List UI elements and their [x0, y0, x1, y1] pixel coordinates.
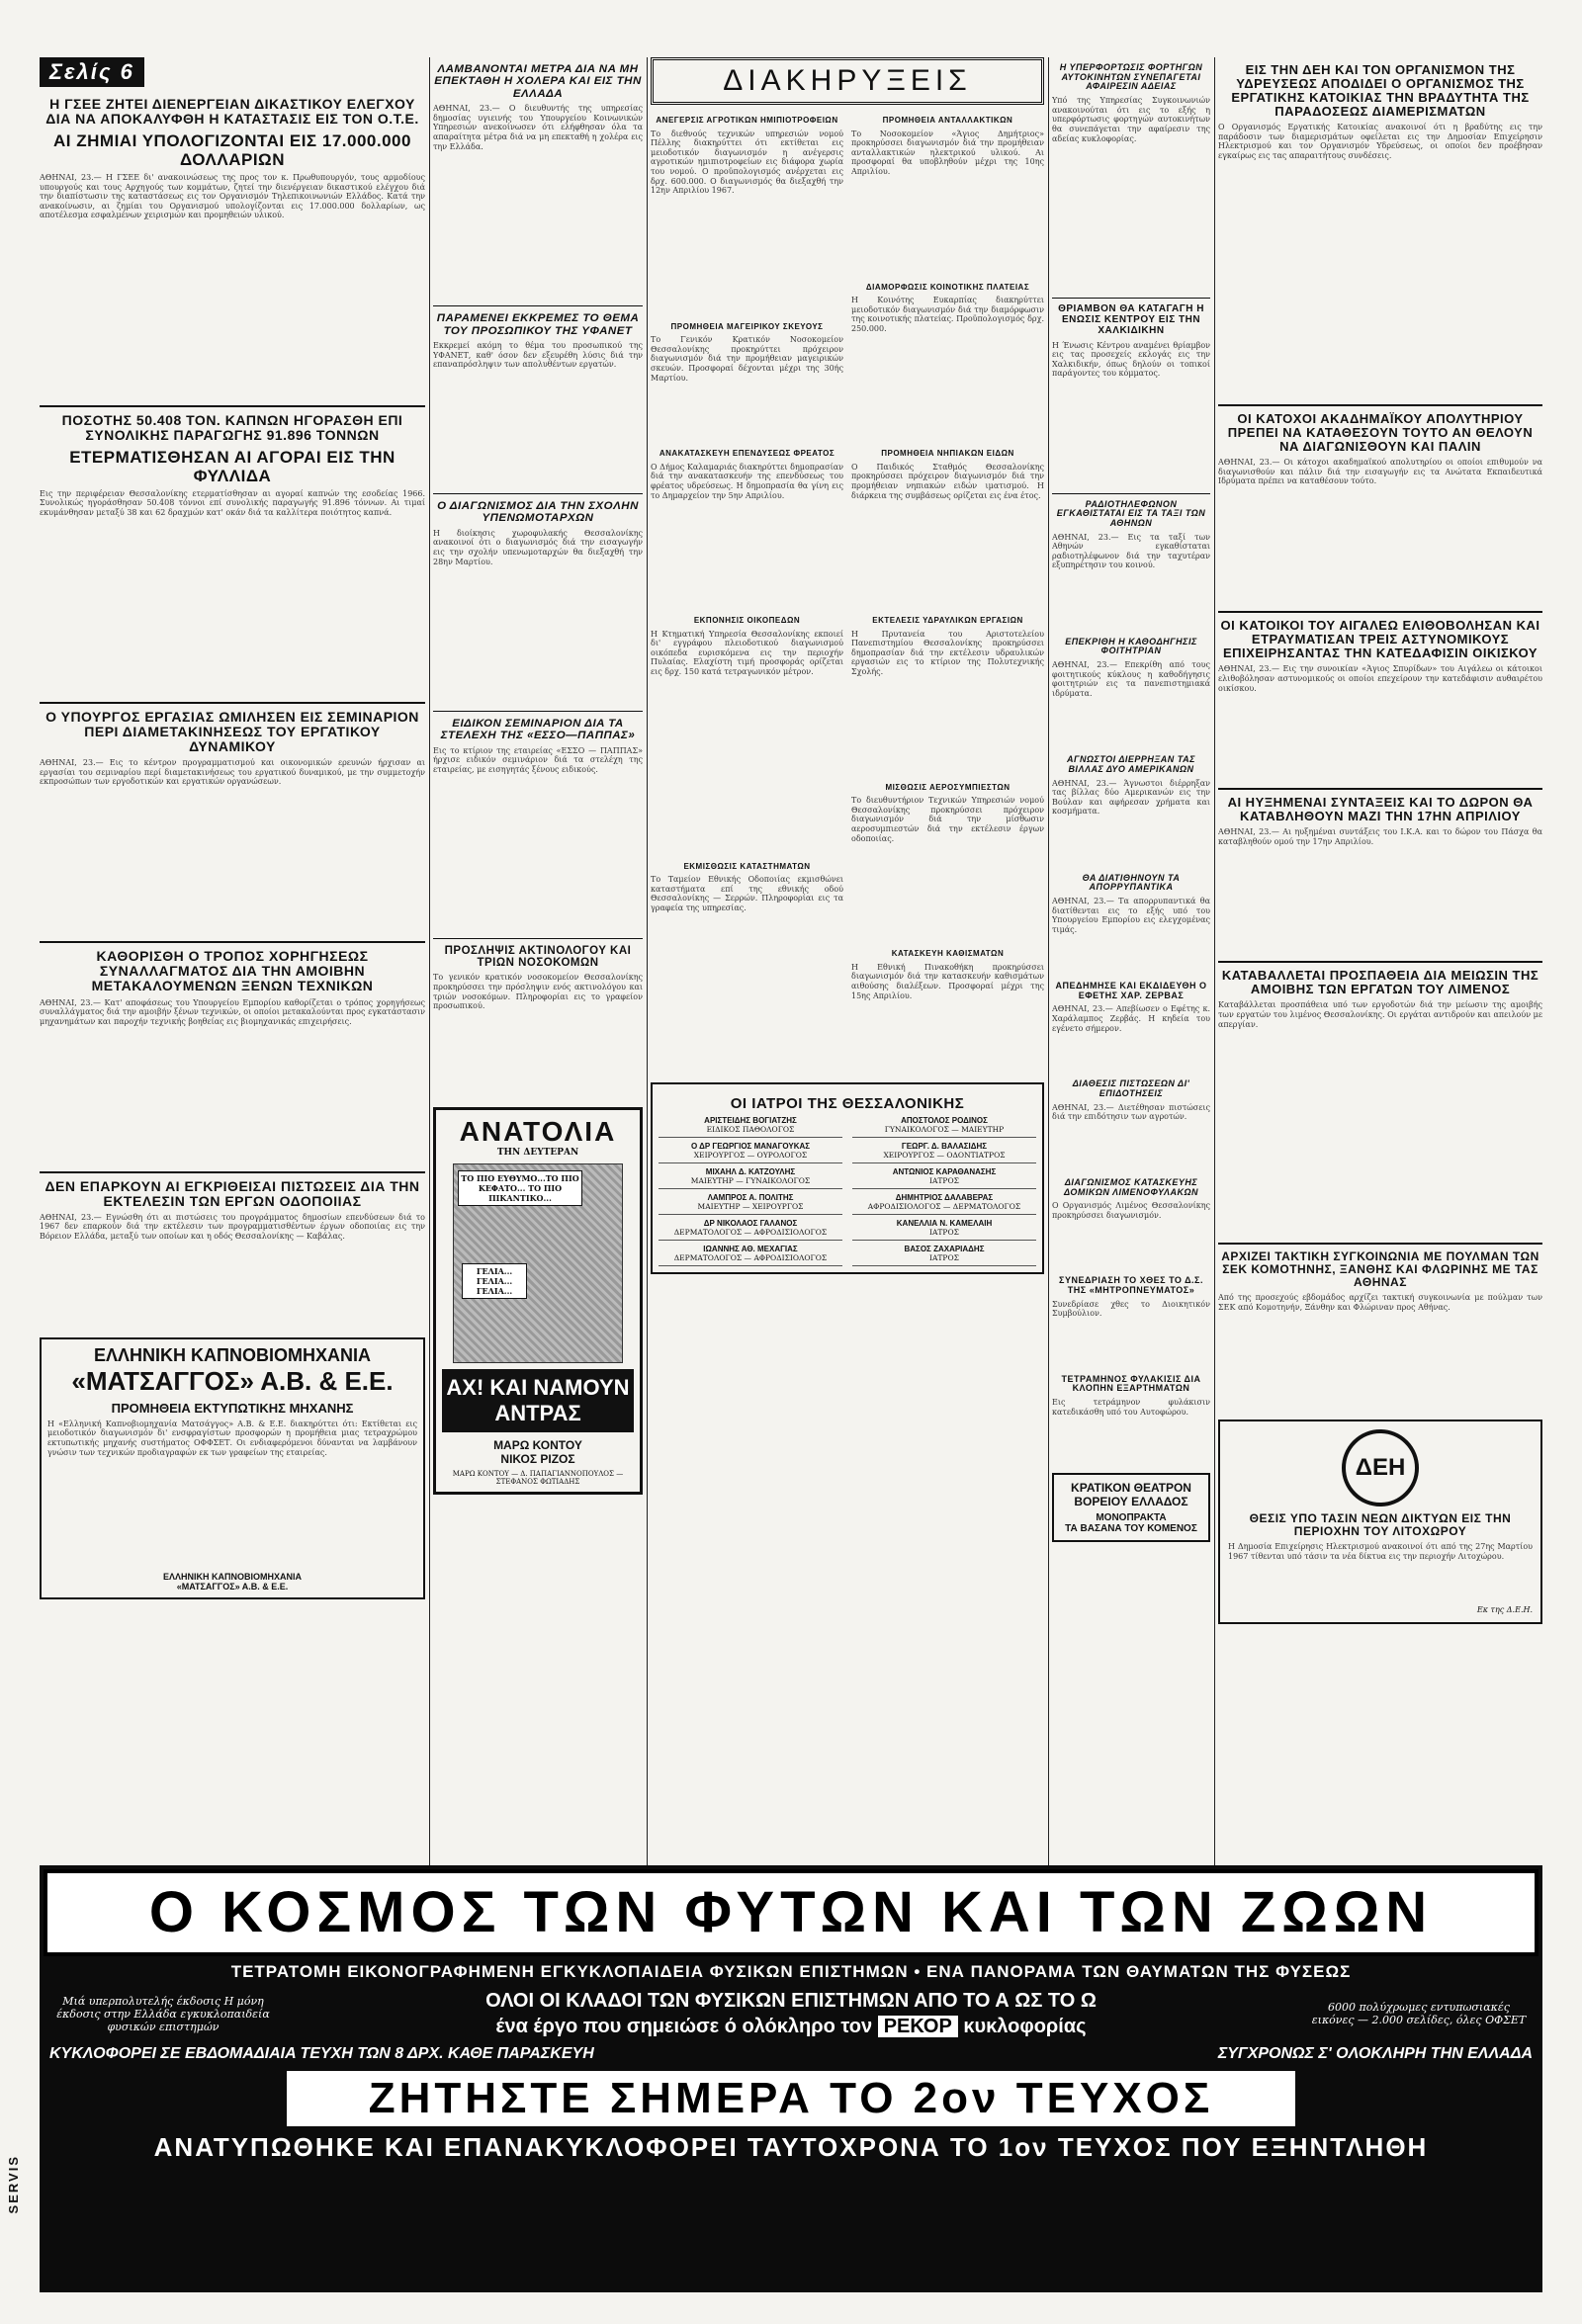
article-road-works: ΑΘΗΝΑΙ, 23.— Εγνώσθη ότι αι πιστώσεις του προγράμματος δημοσίων επενδύσεων διά το 1967 δεν επαρκούν διά την εκτέλεσιν των προγραμματισθέντων έργων οδοποιίας εις την Βόρειον Ελλάδα, μεταξύ των οποίων και η οδός Θεσσαλονίκης — Καβάλας.: [40, 1212, 425, 1241]
dei-text: Η Δημοσία Επιχείρησις Ηλεκτρισμού ανακοινοί ότι από της 27ης Μαρτίου 1967 τίθενται υπό τάσιν τα νέα δίκτυα εις την περιοχήν Λιτοχώρου.: [1228, 1542, 1533, 1561]
dei-signature: Εκ της Δ.Ε.Η.: [1476, 1605, 1533, 1615]
banner-middle-end: κυκλοφορίας: [963, 2016, 1087, 2037]
doctor-specialty: ΙΑΤΡΟΣ: [929, 1253, 959, 1263]
article-tobacco: Εις την περιφέρειαν Θεσσαλονίκης ετερματίσθησαν αι αγοραί καπνών της εσοδείας 1966. Συνολικώς ηγοράσθησαν 50.408 τόννοι επί συνολικής παραγωγής 91.896 τόννων. Αι τιμαί εκυμάνθησαν μεταξύ 38 και 62 δραχμών κατ' οκάν διά τα καλλίτερα ποιότητος καπνά.: [40, 488, 425, 518]
doctor-entry: [659, 1219, 842, 1241]
tender-h6: ΠΡΟΜΗΘΕΙΑ ΑΝΤΑΛΛΑΚΤΙΚΩΝ: [882, 116, 1013, 125]
doctor-name: Ο ΔΡ ΓΕΩΡΓΙΟΣ ΜΑΝΑΓΟΥΚΑΣ: [690, 1142, 811, 1152]
article-gsee: ΑΘΗΝΑΙ, 23.— Η ΓΣΕΕ δι' ανακοινώσεως της προς τον κ. Πρωθυπουργόν, τους αρμοδίους υπουργούς και τους Αρχηγούς των κομμάτων, ζητεί την διενέργειαν δικαστικού ελέγχου διά την διαπίστωσιν της καταστάσεως εις τον Οργανισμόν Τηλεπικοινωνιών Ελλάδος. Κατά την ανακοίνωσιν, αι ζημίαι του Οργανισμού υπολογίζονται εις 17.000.000 δολλαρίων, ως αποτέλεσμα εσφαλμένων χειρισμών και προμηθειών υλικού.: [40, 172, 425, 220]
doctor-entry: [852, 1245, 1036, 1266]
doctor-name: ΜΙΧΑΗΛ Δ. ΚΑΤΖΟΥΛΗΣ: [705, 1167, 796, 1177]
tender-h1: ΑΝΕΓΕΡΣΙΣ ΑΓΡΟΤΙΚΩΝ ΗΜΙΠΙΟΤΡΟΦΕΙΩΝ: [656, 116, 838, 125]
doctor-entry: [852, 1116, 1036, 1138]
article-aigaleo: ΑΘΗΝΑΙ, 23.— Εις την συνοικίαν «Άγιος Σπυρίδων» του Αιγάλεω οι κάτοικοι ελιθοβόλησαν αστυνομικούς οι οποίοι επεχείρουν την κατεδάφισιν αυθαιρέτου οικίσκου.: [1218, 664, 1542, 693]
doctor-name: ΓΕΩΡΓ. Δ. ΒΑΛΑΣΙΔΗΣ: [901, 1142, 988, 1152]
doctor-specialty: ΧΕΙΡΟΥΡΓΟΣ — ΟΔΟΝΤΙΑΤΡΟΣ: [883, 1151, 1006, 1161]
article-theft: Εις τετράμηνον φυλάκισιν κατεδικάσθη υπό του Αυτοφώρου.: [1052, 1398, 1210, 1417]
article-board: Συνεδρίασε χθες το Διοικητικόν Συμβούλιον.: [1052, 1299, 1210, 1319]
ad-company: ΕΛΛΗΝΙΚΗ ΚΑΠΝΟΒΙΟΜΗΧΑΝΙΑ: [93, 1344, 371, 1365]
tender-t11: Η Εθνική Πινακοθήκη προκηρύσσει διαγωνισμόν διά την κατασκευήν καθισμάτων αιθούσης διαλέξεων. Προσφοραί μέχρι της 15ης Απριλίου.: [851, 962, 1044, 1000]
headline-port-workers: ΚΑΤΑΒΑΛΛΕΤΑΙ ΠΡΟΣΠΑΘΕΙΑ ΔΙΑ ΜΕΙΩΣΙΝ ΤΗΣ ΑΜΟΙΒΗΣ ΤΩΝ ΕΡΓΑΤΩΝ ΤΟΥ ΛΙΜΕΝΟΣ: [1221, 968, 1539, 997]
article-police-school: Η διοίκησις χωροφυλακής Θεσσαλονίκης ανακοινοί ότι ο διαγωνισμός διά την εισαγωγήν εις την σχολήν υπενωμοταρχών θα διεξαχθή την 28ην Μαρτίου.: [433, 528, 643, 566]
banner-weekly-row: [49, 2045, 1533, 2063]
headline-buses: ΑΡΧΙΖΕΙ ΤΑΚΤΙΚΗ ΣΥΓΚΟΙΝΩΝΙΑ ΜΕ ΠΟΥΛΜΑΝ ΤΩΝ ΣΕΚ ΚΟΜΟΤΗΝΗΣ, ΞΑΝΘΗΣ ΚΑΙ ΦΛΩΡΙΝΗΣ ΜΕ ΤΑΣ ΑΘΗΝΑΣ: [1221, 1249, 1539, 1290]
ad-signature-2: «ΜΑΤΣΑΓΓΟΣ» Α.Β. & Ε.Ε.: [176, 1581, 289, 1592]
headline-port-guard: ΔΙΑΓΩΝΙΣΜΟΣ ΚΑΤΑΣΚΕΥΗΣ ΔΟΜΙΚΩΝ ΛΙΜΕΝΟΦΥΛΑΚΩΝ: [1064, 1176, 1198, 1197]
subheadline-damages: ΑΙ ΖΗΜΙΑΙ ΥΠΟΛΟΓΙΖΟΝΤΑΙ ΕΙΣ 17.000.000 ΔΟΛΛΑΡΙΩΝ: [53, 131, 411, 169]
tender-t4: Η Κτηματική Υπηρεσία Θεσσαλονίκης εκποιεί δι' εγγράφου πλειοδοτικού διαγωνισμού οικόπεδα ευρισκόμενα εις την περιοχήν Πυλαίας. Ελαχίστη τιμή προσφοράς ορίζεται εις δρχ. 150 κατά τετραγωνικόν μέτρον.: [651, 629, 843, 676]
article-students: ΑΘΗΝΑΙ, 23.— Επεκρίθη από τους φοιτητικούς κύκλους η καθοδήγησις φοιτητριών εις τα πανεπιστημιακά ιδρύματα.: [1052, 660, 1210, 698]
headline-students: ΕΠΕΚΡΙΘΗ Η ΚΑΘΟΔΗΓΗΣΙΣ ΦΟΙΤΗΤΡΙΑΝ: [1065, 636, 1197, 656]
headline-yfanet: ΠΑΡΑΜΕΝΕΙ ΕΚΚΡΕΜΕΣ ΤΟ ΘΕΜΑ ΤΟΥ ΠΡΟΣΩΠΙΚΟΥ ΤΗΣ ΥΦΑΝΕΤ: [436, 312, 640, 337]
doctor-name: ΒΑΣΟΣ ΖΑΧΑΡΙΑΔΗΣ: [904, 1245, 985, 1254]
headline-academic: ΟΙ ΚΑΤΟΧΟΙ ΑΚΑΔΗΜΑΪΚΟΥ ΑΠΟΛΥΤΗΡΙΟΥ ΠΡΕΠΕΙ ΝΑ ΚΑΤΑΘΕΣΟΥΝ ΤΟΥΤΟ ΑΝ ΘΕΛΟΥΝ ΝΑ ΔΙΑΓΩΝΙΣΘΟΥΝ ΚΑΙ ΠΑΛΙΝ: [1227, 411, 1534, 455]
headline-tobacco: ΠΟΣΟΤΗΣ 50.408 ΤΟΝ. ΚΑΠΝΩΝ ΗΓΟΡΑΣΘΗ ΕΠΙ ΣΥΝΟΛΙΚΗΣ ΠΑΡΑΓΩΓΗΣ 91.896 ΤΟΝΝΩΝ: [61, 411, 403, 444]
headline-radiologist: ΠΡΟΣΛΗΨΙΣ ΑΚΤΙΝΟΛΟΓΟΥ ΚΑΙ ΤΡΙΩΝ ΝΟΣΟΚΟΜΩΝ: [444, 944, 632, 970]
speech-bubble-1: ΤΟ ΠΙΟ ΕΥΘΥΜΟ...ΤΟ ΠΙΟ ΚΕΦΑΤΟ... ΤΟ ΠΙΟ ΠΙΚΑΝΤΙΚΟ...: [458, 1170, 582, 1206]
banner-main-title: Ο ΚΟΣΜΟΣ ΤΩΝ ΦΥΤΩΝ ΚΑΙ ΤΩΝ ΖΩΩΝ: [44, 1869, 1538, 1956]
tender-h11: ΚΑΤΑΣΚΕΥΗ ΚΑΘΙΣΜΑΤΩΝ: [891, 949, 1005, 959]
headline-road-works: ΔΕΝ ΕΠΑΡΚΟΥΝ ΑΙ ΕΓΚΡΙΘΕΙΣΑΙ ΠΙΣΤΩΣΕΙΣ ΔΙΑ ΤΗΝ ΕΚΤΕΛΕΣΙΝ ΤΩΝ ΕΡΓΩΝ ΟΔΟΠΟΙΙΑΣ: [44, 1177, 420, 1209]
doctor-name: ΙΩΑΝΝΗΣ ΑΘ. ΜΕΧΑΓΙΑΣ: [703, 1245, 798, 1254]
article-buses: Από της προσεχούς εβδομάδος αρχίζει τακτική συγκοινωνία με πούλμαν των ΣΕΚ από Κομοτηνήν, Ξάνθην και Φλώριναν προς Αθήνας.: [1218, 1293, 1542, 1312]
article-port-workers: Καταβάλλεται προσπάθεια υπό των εργοδοτών διά την μείωσιν της αμοιβής των εργατών του λιμένος Θεσσαλονίκης. Οι εργάται αντιδρούν και απειλούν με απεργίαν.: [1218, 1000, 1542, 1029]
film-credits: ΜΑΡΩ ΚΟΝΤΟΥ — Δ. ΠΑΠΑΓΙΑΝΝΟΠΟΥΛΟΣ — ΣΤΕΦΑΝΟΣ ΦΩΤΙΑΔΗΣ: [452, 1470, 624, 1487]
tender-h4: ΕΚΠΟΝΗΣΙΣ ΟΙΚΟΠΕΔΩΝ: [693, 615, 801, 625]
headline-center-union: ΘΡΙΑΜΒΟΝ ΘΑ ΚΑΤΑΓΑΓΗ Η ΕΝΩΣΙΣ ΚΕΝΤΡΟΥ ΕΙΣ ΤΗΝ ΧΑΛΚΙΔΙΚΗΝ: [1058, 303, 1204, 336]
ad-signature-1: ΕΛΛΗΝΙΚΗ ΚΑΠΝΟΒΙΟΜΗΧΑΝΙΑ: [162, 1571, 302, 1582]
tender-t7: Η Κοινότης Ευκαρπίας διακηρύττει μειοδοτικόν διαγωνισμόν διά την διαμόρφωσιν της κοινοτικής πλατείας. Προϋπολογισμός δρχ. 250.000.: [851, 296, 1044, 334]
tender-h8: ΠΡΟΜΗΘΕΙΑ ΝΗΠΙΑΚΩΝ ΕΙΔΩΝ: [881, 449, 1014, 459]
doctor-specialty: ΔΕΡΜΑΤΟΛΟΓΟΣ — ΑΦΡΟΔΙΣΙΟΛΟΓΟΣ: [673, 1228, 828, 1238]
article-villas: ΑΘΗΝΑΙ, 23.— Άγνωστοι διέρρηξαν τας βίλλας δύο Αμερικανών εις την Βούλαν και αφήρεσαν χρήματα και κοσμήματα.: [1052, 778, 1210, 817]
doctor-entry: [659, 1193, 842, 1215]
doctor-name: ΑΡΙΣΤΕΙΔΗΣ ΒΟΓΙΑΤΖΗΣ: [704, 1116, 797, 1126]
article-center-union: Η Ένωσις Κέντρου αναμένει θρίαμβον εις τας προσεχείς εκλογάς εις την Χαλκιδικήν, όπως δηλούν οι τοπικοί παράγοντες του κόμματος.: [1052, 340, 1210, 379]
doctor-specialty: ΜΑΙΕΥΤΗΡ — ΓΥΝΑΙΚΟΛΟΓΟΣ: [690, 1176, 811, 1186]
article-dei-housing: Ο Οργανισμός Εργατικής Κατοικίας ανακοινοί ότι η βραδύτης εις την παράδοσιν των διαμερισμάτων οφείλεται εις την Δημοσίαν Επιχείρησιν Ηλεκτρισμού και τον Οργανισμόν Υδρεύσεως, οι οποίοι δεν προέβησαν εγκαίρως εις τας απαραιτήτους συνδέσεις.: [1218, 123, 1542, 160]
speech-bubble-2: ΓΕΛΙΑ... ΓΕΛΙΑ... ΓΕΛΙΑ...: [462, 1263, 527, 1299]
doctor-entry: [852, 1142, 1036, 1163]
headline-villas: ΑΓΝΩΣΤΟΙ ΔΙΕΡΡΗΞΑΝ ΤΑΣ ΒΙΛΛΑΣ ΔΥΟ ΑΜΕΡΙΚΑΝΩΝ: [1067, 754, 1195, 774]
article-trucks: Υπό της Υπηρεσίας Συγκοινωνιών ανακοινούται ότι εις το εξής η υπερφόρτωσις φορτηγών αυτοκινήτων θα συνεπάγεται την αφαίρεσιν της αδείας κυκλοφορίας.: [1052, 96, 1210, 143]
headline-aigaleo: ΟΙ ΚΑΤΟΙΚΟΙ ΤΟΥ ΑΙΓΑΛΕΩ ΕΛΙΘΟΒΟΛΗΣΑΝ ΚΑΙ ΕΤΡΑΥΜΑΤΙΣΑΝ ΤΡΕΙΣ ΑΣΤΥΝΟΜΙΚΟΥΣ ΕΠΙΧΕΙΡΗΣΑΝΤΑΣ ΤΗΝ ΚΑΤΕΔΑΦΙΣΙΝ ΟΙΚΙΣΚΟΥ: [1220, 618, 1540, 661]
article-esso-seminar: Εις το κτίριον της εταιρείας «ΕΣΣΟ — ΠΑΠΠΑΣ» ήρχισε ειδικόν σεμινάριον διά τα στελέχη της εταιρείας, με εισηγητάς ξένους ειδικούς.: [433, 745, 643, 774]
banner-nationwide: ΣΥΓΧΡΟΝΩΣ Σ' ΟΛΟΚΛΗΡΗ ΤΗΝ ΕΛΛΑΔΑ: [1217, 2045, 1533, 2062]
theatre-ad: [1052, 1473, 1210, 1542]
doctor-specialty: ΧΕΙΡΟΥΡΓΟΣ — ΟΥΡΟΛΟΓΟΣ: [693, 1151, 808, 1161]
headline-cholera: ΛΑΜΒΑΝΟΝΤΑΙ ΜΕΤΡΑ ΔΙΑ ΝΑ ΜΗ ΕΠΕΚΤΑΘΗ Η ΧΟΛΕΡΑ ΚΑΙ ΕΙΣ ΤΗΝ ΕΛΛΑΔΑ: [434, 63, 642, 100]
doctors-title: ΟΙ ΙΑΤΡΟΙ ΤΗΣ ΘΕΣΣΑΛΟΝΙΚΗΣ: [730, 1095, 965, 1113]
banner-left-note: Μιά υπερπολυτελής έκδοσις Η μόνη έκδοσις στην Ελλάδα εγκυκλοπαιδεία φυσικών επιστημών: [56, 1994, 270, 2033]
doctors-list: [659, 1116, 1036, 1266]
banner-middle: [485, 1988, 1097, 2039]
banner-second-issue: ΖΗΤΗΣΤΕ ΣΗΜΕΡΑ ΤΟ 2ον ΤΕΥΧΟΣ: [287, 2071, 1295, 2126]
anatolia-cinema-ad: [433, 1107, 643, 1495]
ad-text: Η «Ελληνική Καπνοβιομηχανία Ματσάγγος» Α.Β. & Ε.Ε. διακηρύττει ότι: Εκτίθεται εις μειοδοτικόν διαγωνισμόν δι' ενσφραγίστων προσφορών η προμήθεια μιας τετραχρώμου εκτυπωτικής μηχανής συστήματος ΟΦΦΣΕΤ. Οι ενδιαφερόμενοι δύνανται να λαμβάνουν γνώσιν των τεχνικών προδιαγραφών εκ των γραφείων της εταιρείας.: [47, 1419, 417, 1457]
doctor-name: ΛΑΜΠΡΟΣ Α. ΠΟΛΙΤΗΣ: [707, 1193, 794, 1203]
headline-exchange: ΚΑΘΟΡΙΣΘΗ Ο ΤΡΟΠΟΣ ΧΟΡΗΓΗΣΕΩΣ ΣΥΝΑΛΛΑΓΜΑΤΟΣ ΔΙΑ ΤΗΝ ΑΜΟΙΒΗΝ ΜΕΤΑΚΑΛΟΥΜΕΝΩΝ ΞΕΝΩΝ ΤΕΧΝΙΚΩΝ: [91, 948, 374, 994]
doctor-specialty: ΙΑΤΡΟΣ: [929, 1176, 959, 1186]
ad-subject: ΠΡΟΜΗΘΕΙΑ ΕΚΤΥΠΩΤΙΚΗΣ ΜΗΧΑΝΗΣ: [111, 1400, 354, 1416]
tender-h10: ΜΙΣΘΩΣΙΣ ΑΕΡΟΣΥΜΠΙΕΣΤΩΝ: [885, 782, 1011, 792]
dei-logo-icon: ΔΕΗ: [1342, 1429, 1419, 1506]
film-still-image: [453, 1163, 623, 1363]
doctor-specialty: ΑΦΡΟΔΙΣΙΟΛΟΓΟΣ — ΔΕΡΜΑΤΟΛΟΓΟΣ: [867, 1202, 1021, 1212]
tenders-grid: [651, 111, 1044, 1076]
doctor-entry: [659, 1245, 842, 1266]
article-port-guard: Ο Οργανισμός Λιμένος Θεσσαλονίκης προκηρύσσει διαγωνισμόν.: [1052, 1201, 1210, 1220]
matsaggos-ad: [40, 1337, 425, 1599]
article-labor-minister: ΑΘΗΝΑΙ, 23.— Εις το κέντρον προγραμματισμού και οικονομικών ερευνών ήρχισαν αι εργασίαι του σεμιναρίου περί διαμετακινήσεως του εργατικού δυναμικού, με την συμμετοχήν εκπροσώπων των εργοδοτικών και εργατικών οργανώσεων.: [40, 758, 425, 787]
article-zervas: ΑΘΗΝΑΙ, 23.— Απεβίωσεν ο Εφέτης κ. Χαράλαμπος Ζερβάς. Η κηδεία του εγένετο σήμερον.: [1052, 1004, 1210, 1033]
tender-t5: Το Ταμείον Εθνικής Οδοποιίας εκμισθώνει καταστήματα επί της εθνικής οδού Θεσσαλονίκης — Σερρών. Πληροφορίαι εις τα γραφεία της υπηρεσίας.: [651, 875, 843, 912]
doctor-entry: [852, 1167, 1036, 1189]
headline-board: ΣΥΝΕΔΡΙΑΣΗ ΤΟ ΧΘΕΣ ΤΟ Δ.Σ. ΤΗΣ «ΜΗΤΡΟΠΝΕΥΜΑΤΟΣ»: [1059, 1275, 1203, 1296]
tender-h7: ΔΙΑΜΟΡΦΩΣΙΣ ΚΟΙΝΟΤΙΚΗΣ ΠΛΑΤΕΙΑΣ: [865, 282, 1030, 292]
encyclopedia-banner-ad: [40, 1865, 1542, 2292]
article-pensions: ΑΘΗΝΑΙ, 23.— Αι ηυξημέναι συντάξεις του Ι.Κ.Α. και το δώρον του Πάσχα θα καταβληθούν ομού την 17ην Απριλίου.: [1218, 827, 1542, 846]
film-cast-2: ΝΙΚΟΣ ΡΙΖΟΣ: [500, 1452, 575, 1467]
cinema-day: ΤΗΝ ΔΕΥΤΕΡΑΝ: [496, 1148, 579, 1159]
column-2: [433, 57, 643, 1495]
headline-dei-housing: ΕΙΣ ΤΗΝ ΔΕΗ ΚΑΙ ΤΟΝ ΟΡΓΑΝΙΣΜΟΝ ΤΗΣ ΥΔΡΕΥΣΕΩΣ ΑΠΟΔΙΔΕΙ Ο ΟΡΓΑΝΙΣΜΟΣ ΤΗΣ ΕΡΓΑΤΙΚΗΣ ΚΑΤΟΙΚΙΑΣ ΤΗΝ ΒΡΑΔΥΤΗΤΑ ΤΗΣ ΠΑΡΑΔΟΣΕΩΣ ΔΙΑΜΕΡΙΣΜΑΤΩΝ: [1231, 62, 1530, 120]
banner-reprint: ΑΝΑΤΥΠΩΘΗΚΕ ΚΑΙ ΕΠΑΝΑΚΥΚΛΟΦΟΡΕΙ ΤΑΥΤΟΧΡΟΝΑ ΤΟ 1ον ΤΕΥΧΟΣ ΠΟΥ ΕΞΗΝΤΛΗΘΗ: [153, 2132, 1429, 2162]
banner-right-note: 6000 πολύχρωμες εντυπωσιακές εικόνες — 2.000 σελίδες, όλες ΟΦΣΕΤ: [1311, 2001, 1527, 2026]
doctor-specialty: ΜΑΙΕΥΤΗΡ — ΧΕΙΡΟΥΡΓΟΣ: [697, 1202, 804, 1212]
headline-radiotelephone: ΡΑΔΙΟΤΗΛΕΦΩΝΟΝ ΕΓΚΑΘΙΣΤΑΤΑΙ ΕΙΣ ΤΑ ΤΑΞΙ ΤΩΝ ΑΘΗΝΩΝ: [1056, 498, 1206, 528]
theatre-play-2: ΤΑ ΒΑΣΑΝΑ ΤΟΥ ΚΟΜΕΝΟΣ: [1065, 1523, 1197, 1535]
cinema-name: ΑΝΑΤΟΛΙΑ: [459, 1116, 617, 1148]
tender-h5: ΕΚΜΙΣΘΩΣΙΣ ΚΑΤΑΣΤΗΜΑΤΩΝ: [683, 861, 811, 871]
article-yfanet: Εκκρεμεί ακόμη το θέμα του προσωπικού της ΥΦΑΝΕΤ, καθ' όσον δεν εξευρέθη λύσις διά την επαναπρόσληψιν των απολυθέντων εργατών.: [433, 341, 643, 370]
ad-company-name: «ΜΑΤΣΑΓΓΟΣ» Α.Β. & Ε.Ε.: [71, 1365, 394, 1396]
film-cast-1: ΜΑΡΩ ΚΟΝΤΟΥ: [493, 1438, 582, 1453]
doctor-specialty: ΓΥΝΑΙΚΟΛΟΓΟΣ — ΜΑΙΕΥΤΗΡ: [884, 1125, 1005, 1135]
headline-labor-minister: Ο ΥΠΟΥΡΓΟΣ ΕΡΓΑΣΙΑΣ ΩΜΙΛΗΣΕΝ ΕΙΣ ΣΕΜΙΝΑΡΙΟΝ ΠΕΡΙ ΔΙΑΜΕΤΑΚΙΝΗΣΕΩΣ ΤΟΥ ΕΡΓΑΤΙΚΟΥ ΔΥΝΑΜΙΚΟΥ: [45, 708, 419, 755]
banner-middle-text: ένα έργο που σημειώσε ό ολόκληρο τον: [495, 2016, 873, 2037]
headline-pensions: ΑΙ ΗΥΞΗΜΕΝΑΙ ΣΥΝΤΑΞΕΙΣ ΚΑΙ ΤΟ ΔΩΡΟΝ ΘΑ ΚΑΤΑΒΛΗΘΟΥΝ ΜΑΖΙ ΤΗΝ 17ΗΝ ΑΠΡΙΛΙΟΥ: [1227, 795, 1534, 824]
tender-t8: Ο Παιδικός Σταθμός Θεσσαλονίκης προκηρύσσει πρόχειρον διαγωνισμόν διά την προμήθειαν νηπιακών ειδών ιματισμού. Η διάρκεια της συμβάσεως ορίζεται εις ένα έτος.: [851, 462, 1044, 500]
doctor-specialty: ΔΕΡΜΑΤΟΛΟΓΟΣ — ΑΦΡΟΔΙΣΙΟΛΟΓΟΣ: [673, 1253, 828, 1263]
theatre-name: ΚΡΑΤΙΚΟΝ ΘΕΑΤΡΟΝ ΒΟΡΕΙΟΥ ΕΛΛΑΔΟΣ: [1071, 1481, 1191, 1509]
banner-middle-row: [49, 1988, 1533, 2039]
doctor-entry: [852, 1219, 1036, 1241]
section-title-tenders: ΔΙΑΚΗΡΥΞΕΙΣ: [651, 57, 1044, 105]
dei-headline: ΘΕΣΙΣ ΥΠΟ ΤΑΣΙΝ ΝΕΩΝ ΔΙΚΤΥΩΝ ΕΙΣ ΤΗΝ ΠΕΡΙΟΧΗΝ ΤΟΥ ΛΙΤΟΧΩΡΟΥ: [1249, 1511, 1512, 1539]
page-tag: Σελίς 6: [40, 57, 144, 87]
headline-esso-seminar: ΕΙΔΙΚΟΝ ΣΕΜΙΝΑΡΙΟΝ ΔΙΑ ΤΑ ΣΤΕΛΕΧΗ ΤΗΣ «ΕΣΣΟ—ΠΑΠΠΑΣ»: [440, 717, 636, 742]
article-credits: ΑΘΗΝΑΙ, 23.— Διετέθησαν πιστώσεις διά την επιδότησιν των αγροτών.: [1052, 1102, 1210, 1122]
tender-t3: Ο Δήμος Καλαμαριάς διακηρύττει δημοπρασίαν διά την ανακατασκευήν της επενδύσεως του φρέατος υδρεύσεως. Η δημοπρασία θα γίνη εις το Δημαρχείον την 5ην Απριλίου.: [651, 462, 843, 500]
tender-h2: ΠΡΟΜΗΘΕΙΑ ΜΑΓΕΙΡΙΚΟΥ ΣΚΕΥΟΥΣ: [670, 321, 824, 331]
tender-h3: ΑΝΑΚΑΤΑΣΚΕΥΗ ΕΠΕΝΔΥΣΕΩΣ ΦΡΕΑΤΟΣ: [659, 449, 835, 459]
dei-notice: [1218, 1420, 1542, 1624]
doctor-name: ΔΡ ΝΙΚΟΛΑΟΣ ΓΑΛΑΝΟΣ: [703, 1219, 798, 1229]
headline-zervas: ΑΠΕΔΗΜΗΣΕ ΚΑΙ ΕΚΔΙΔΕΥΘΗ Ο ΕΦΕΤΗΣ ΧΑΡ. ΖΕΡΒΑΣ: [1055, 981, 1207, 1000]
headline-credits: ΔΙΑΘΕΣΙΣ ΠΙΣΤΩΣΕΩΝ ΔΙ' ΕΠΙΔΟΤΗΣΕΙΣ: [1072, 1078, 1190, 1099]
banner-middle-line-2: [485, 2014, 1097, 2039]
column-4: [1052, 57, 1210, 1548]
doctor-entry: [659, 1116, 842, 1138]
article-radiotelephone: ΑΘΗΝΑΙ, 23.— Εις τα ταξί των Αθηνών εγκαθίσταται ραδιοτηλέφωνον διά την ταχυτέραν εξυπηρέτησιν του κοινού.: [1052, 532, 1210, 570]
headline-detergents: ΘΑ ΔΙΑΤΙΘΗΝΟΥΝ ΤΑ ΑΠΟΡΡΥΠΑΝΤΙΚΑ: [1082, 872, 1181, 893]
doctor-specialty: ΕΙΔΙΚΟΣ ΠΑΘΟΛΟΓΟΣ: [706, 1125, 795, 1135]
column-1: [40, 57, 425, 1605]
tender-t1: Το διεθνούς τεχνικών υπηρεσιών νομού Πέλλης διακηρύττει ότι εκτίθεται εις μειοδοτικόν διαγωνισμόν η ανέγερσις αγροτικών ημιπιοτροφείων εις διάφορα χωρία του νομού. Ο προϋπολογισμός ανέρχεται εις δρχ. 600.000. Ο διαγωνισμός θα διεξαχθή την 12ην Απριλίου 1967.: [651, 129, 843, 196]
subheadline-tobacco: ΕΤΕΡΜΑΤΙΣΘΗΣΑΝ ΑΙ ΑΓΟΡΑΙ ΕΙΣ ΤΗΝ ΦΥΛΛΙΔΑ: [69, 448, 396, 485]
doctor-name: ΑΝΤΩΝΙΟΣ ΚΑΡΑΘΑΝΑΣΗΣ: [892, 1167, 997, 1177]
column-3: [651, 57, 1044, 1274]
doctor-entry: [852, 1193, 1036, 1215]
headline-police-school: Ο ΔΙΑΓΩΝΙΣΜΟΣ ΔΙΑ ΤΗΝ ΣΧΟΛΗΝ ΥΠΕΝΩΜΟΤΑΡΧΩΝ: [437, 500, 639, 525]
theatre-play-1: ΜΟΝΟΠΡΑΚΤΑ: [1096, 1512, 1167, 1524]
headline-gsee: Η ΓΣΕΕ ΖΗΤΕΙ ΔΙΕΝΕΡΓΕΙΑΝ ΔΙΚΑΣΤΙΚΟΥ ΕΛΕΓΧΟΥ ΔΙΑ ΝΑ ΑΠΟΚΑΛΥΦΘΗ Η ΚΑΤΑΣΤΑΣΙΣ ΕΙΣ ΤΟΝ Ο.Τ.Ε.: [45, 96, 419, 128]
article-cholera: ΑΘΗΝΑΙ, 23.— Ο διευθυντής της υπηρεσίας δημοσίας υγιεινής του Υπουργείου Κοινωνικών Υπηρεσιών ανεκοίνωσεν ότι ελήφθησαν όλα τα απαραίτητα μέτρα διά να μη επεκταθή η χολέρα εις την Ελλάδα.: [433, 104, 643, 151]
article-radiologist: Το γενικόν κρατικόν νοσοκομείον Θεσσαλονίκης προκηρύσσει την πρόσληψιν ενός ακτινολόγου και τριών νοσοκόμων. Πληροφορίαι εις το γραφείον προσωπικού.: [433, 973, 643, 1011]
banner-record: ΡΕΚΟΡ: [878, 2016, 958, 2037]
doctor-name: ΑΠΟΣΤΟΛΟΣ ΡΟΔΙΝΟΣ: [901, 1116, 988, 1126]
agency-mark: SERVIS: [6, 2155, 21, 2214]
tender-h9: ΕΚΤΕΛΕΣΙΣ ΥΔΡΑΥΛΙΚΩΝ ΕΡΓΑΣΙΩΝ: [872, 615, 1023, 625]
doctor-name: ΔΗΜΗΤΡΙΟΣ ΔΑΛΑΒΕΡΑΣ: [895, 1193, 994, 1203]
doctors-directory: [651, 1082, 1044, 1274]
tender-t2: Το Γενικόν Κρατικόν Νοσοκομείον Θεσσαλονίκης προκηρύττει πρόχειρον διαγωνισμόν διά την προμήθειαν μαγειρικών σκευών. Προσφοραί δέχονται μέχρι της 30ής Μαρτίου.: [651, 335, 843, 383]
tender-t10: Το διευθυντήριον Τεχνικών Υπηρεσιών νομού Θεσσαλονίκης προκηρύσσει πρόχειρον διαγωνισμόν διά την μίσθωσιν αεροσυμπιεστών διά την εκτέλεσιν έργων οδοποιίας.: [851, 796, 1044, 843]
banner-subtitle: ΤΕΤΡΑΤΟΜΗ ΕΙΚΟΝΟΓΡΑΦΗΜΕΝΗ ΕΓΚΥΚΛΟΠΑΙΔΕΙΑ ΦΥΣΙΚΩΝ ΕΠΙΣΤΗΜΩΝ • ΕΝΑ ΠΑΝΟΡΑΜΑ ΤΩΝ ΘΑΥΜΑΤΩΝ ΤΗΣ ΦΥΣΕΩΣ: [230, 1962, 1352, 1981]
column-5: [1218, 57, 1542, 1624]
article-academic: ΑΘΗΝΑΙ, 23.— Οι κάτοχοι ακαδημαϊκού απολυτηρίου οι οποίοι επιθυμούν να διαγωνισθούν και πάλιν διά την εισαγωγήν εις τα Ανώτατα Εκπαιδευτικά Ιδρύματα πρέπει να καταθέσουν τούτο.: [1218, 458, 1542, 486]
doctor-entry: [659, 1167, 842, 1189]
banner-weekly: ΚΥΚΛΟΦΟΡΕΙ ΣΕ ΕΒΔΟΜΑΔΙΑΙΑ ΤΕΥΧΗ ΤΩΝ 8 ΔΡΧ. ΚΑΘΕ ΠΑΡΑΣΚΕΥΗ: [49, 2045, 594, 2062]
headline-trucks: Η ΥΠΕΡΦΟΡΤΩΣΙΣ ΦΟΡΤΗΓΩΝ ΑΥΤΟΚΙΝΗΤΩΝ ΣΥΝΕΠΑΓΕΤΑΙ ΑΦΑΙΡΕΣΙΝ ΑΔΕΙΑΣ: [1059, 62, 1203, 92]
doctor-specialty: ΙΑΤΡΟΣ: [929, 1228, 959, 1238]
doctor-entry: [659, 1142, 842, 1163]
headline-theft: ΤΕΤΡΑΜΗΝΟΣ ΦΥΛΑΚΙΣΙΣ ΔΙΑ ΚΛΟΠΗΝ ΕΞΑΡΤΗΜΑΤΩΝ: [1061, 1373, 1201, 1394]
article-detergents: ΑΘΗΝΑΙ, 23.— Τα απορρυπαντικά θα διατίθενται εις το εξής υπό του Υπουργείου Εμπορίου εις ελεγχομένας τιμάς.: [1052, 897, 1210, 934]
tender-t6: Το Νοσοκομείον «Άγιος Δημήτριος» προκηρύσσει διαγωνισμόν διά την προμήθειαν ανταλλακτικών ηλεκτρικού υλικού. Αι προσφοραί θα υποβληθούν μέχρι της 10ης Απριλίου.: [851, 129, 1044, 176]
article-exchange: ΑΘΗΝΑΙ, 23.— Κατ' αποφάσεως του Υπουργείου Εμπορίου καθορίζεται ο τρόπος χορηγήσεως συναλλάγματος διά την αμοιβήν ξένων τεχνικών, οι οποίοι μετακαλούνται προς εγκατάστασιν μηχανημάτων και παροχήν τεχνικής βοηθείας εις βιομηχανικάς επιχειρήσεις.: [40, 997, 425, 1026]
film-title: ΑΧ! ΚΑΙ ΝΑΜΟΥΝ ΑΝΤΡΑΣ: [442, 1369, 634, 1432]
banner-middle-line-1: ΟΛΟΙ ΟΙ ΚΛΑΔΟΙ ΤΩΝ ΦΥΣΙΚΩΝ ΕΠΙΣΤΗΜΩΝ ΑΠΟ ΤΟ Α ΩΣ ΤΟ Ω: [485, 1990, 1097, 2012]
doctor-name: ΚΑΝΕΛΛΙΑ Ν. ΚΑΜΕΛΑΙΗ: [896, 1219, 993, 1229]
tender-t9: Η Πρυτανεία του Αριστοτελείου Πανεπιστημίου Θεσσαλονίκης προκηρύσσει δημοπρασίαν διά την εκτέλεσιν υδραυλικών εργασιών εις το κτίριον της Πολυτεχνικής Σχολής.: [851, 629, 1044, 676]
